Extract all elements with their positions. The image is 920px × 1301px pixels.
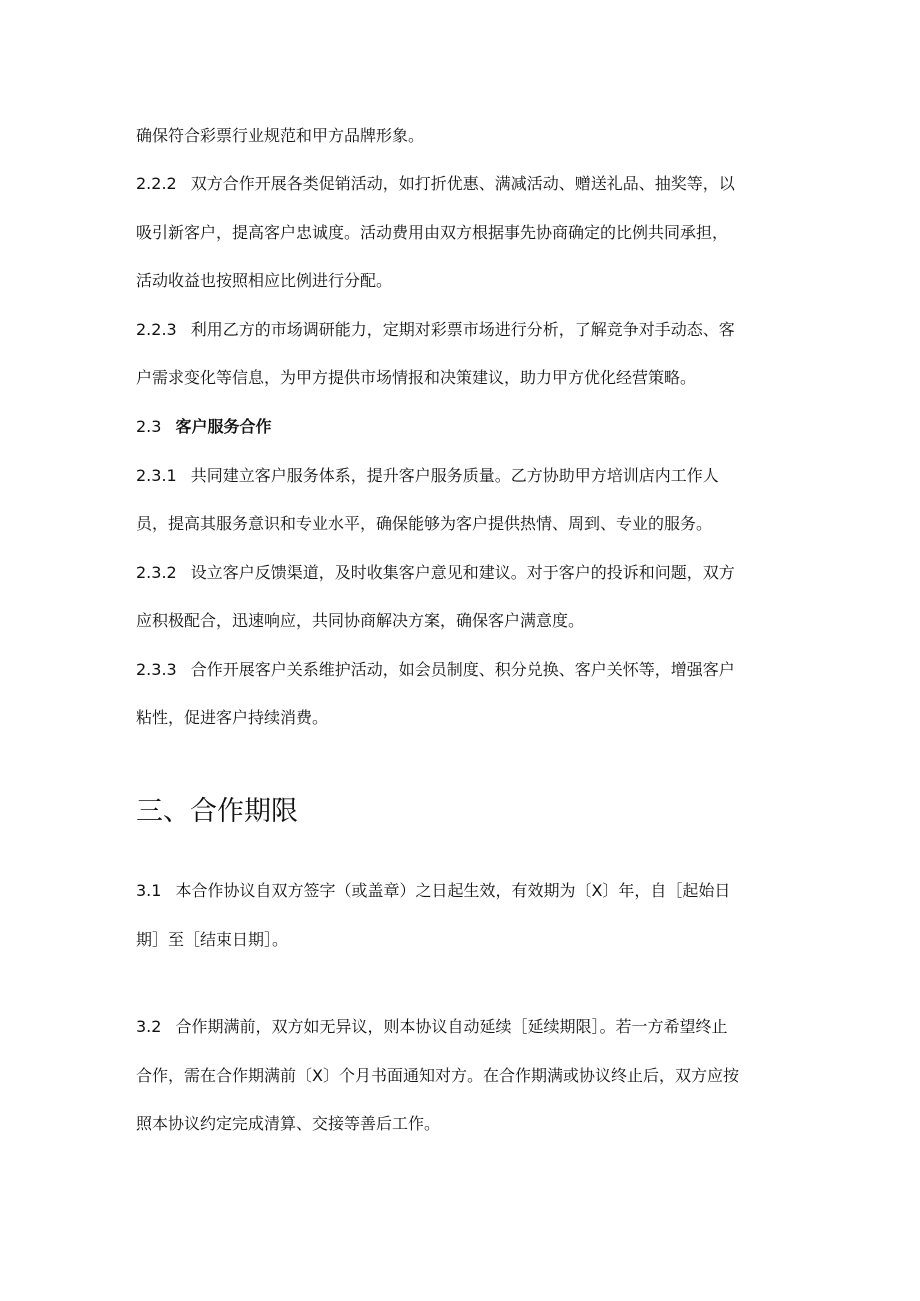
clause-number: 2.3.3 [136, 660, 177, 679]
paragraph-line [136, 125, 424, 147]
clause-2-3-2 [136, 562, 735, 584]
subheading-2-3 [136, 416, 271, 438]
subheading-text: 客户服务合作 [175, 417, 272, 436]
clause-number: 2.3.2 [136, 563, 177, 582]
paragraph-line [136, 929, 288, 951]
clause-number: 2.2.2 [136, 174, 177, 193]
clause-number: 2.3.1 [136, 466, 177, 485]
clause-number: 3.2 [136, 1017, 162, 1036]
line-text: 确保符合彩票行业规范和甲方品牌形象。 [136, 126, 425, 145]
clause-number: 2.2.3 [136, 320, 177, 339]
line-text: 双方合作开展各类促销活动，如打折优惠、满减活动、赠送礼品、抽奖等，以 [190, 174, 735, 193]
clause-3-1 [136, 880, 730, 902]
clause-2-3-3 [136, 659, 735, 681]
line-text: 合作期满前，双方如无异议，则本协议自动延续［延续期限］。若一方希望终止 [175, 1017, 728, 1036]
clause-number: 2.3 [136, 417, 162, 436]
line-text: 粘性，促进客户持续消费。 [136, 708, 329, 727]
line-text: 合作开展客户关系维护活动，如会员制度、积分兑换、客户关怀等，增强客户 [190, 660, 735, 679]
paragraph-line [136, 707, 328, 729]
line-text: 本合作协议自双方签字（或盖章）之日起生效，有效期为〔X〕年，自［起始日 [175, 881, 731, 900]
line-text: 吸引新客户，提高客户忠诚度。活动费用由双方根据事先协商确定的比例共同承担， [136, 223, 729, 242]
section-title-3: 三、合作期限 [136, 796, 298, 827]
line-text: 合作，需在合作期满前〔X〕个月书面通知对方。在合作期满或协议终止后，双方应按 [136, 1066, 739, 1085]
clause-2-2-2 [136, 173, 735, 195]
line-text: 应积极配合，迅速响应，共同协商解决方案，确保客户满意度。 [136, 611, 585, 630]
clause-number: 3.1 [136, 881, 162, 900]
paragraph-line [136, 610, 584, 632]
clause-2-2-3 [136, 319, 735, 341]
line-text: 共同建立客户服务体系，提升客户服务质量。乙方协助甲方培训店内工作人 [190, 466, 719, 485]
line-text: 员，提高其服务意识和专业水平，确保能够为客户提供热情、周到、专业的服务。 [136, 514, 713, 533]
paragraph-line [136, 367, 696, 389]
paragraph-line [136, 222, 728, 244]
line-text: 户需求变化等信息，为甲方提供市场情报和决策建议，助力甲方优化经营策略。 [136, 368, 697, 387]
paragraph-line [136, 1065, 739, 1087]
line-text: 活动收益也按照相应比例进行分配。 [136, 271, 393, 290]
line-text: 照本协议约定完成清算、交接等善后工作。 [136, 1114, 441, 1133]
line-text: 期］至［结束日期］。 [136, 930, 289, 949]
line-text: 利用乙方的市场调研能力，定期对彩票市场进行分析，了解竞争对手动态、客 [190, 320, 735, 339]
paragraph-line [136, 270, 392, 292]
paragraph-line [136, 1113, 440, 1135]
clause-2-3-1 [136, 465, 719, 487]
clause-3-2 [136, 1016, 727, 1038]
paragraph-line [136, 513, 712, 535]
line-text: 设立客户反馈渠道，及时收集客户意见和建议。对于客户的投诉和问题，双方 [190, 563, 735, 582]
